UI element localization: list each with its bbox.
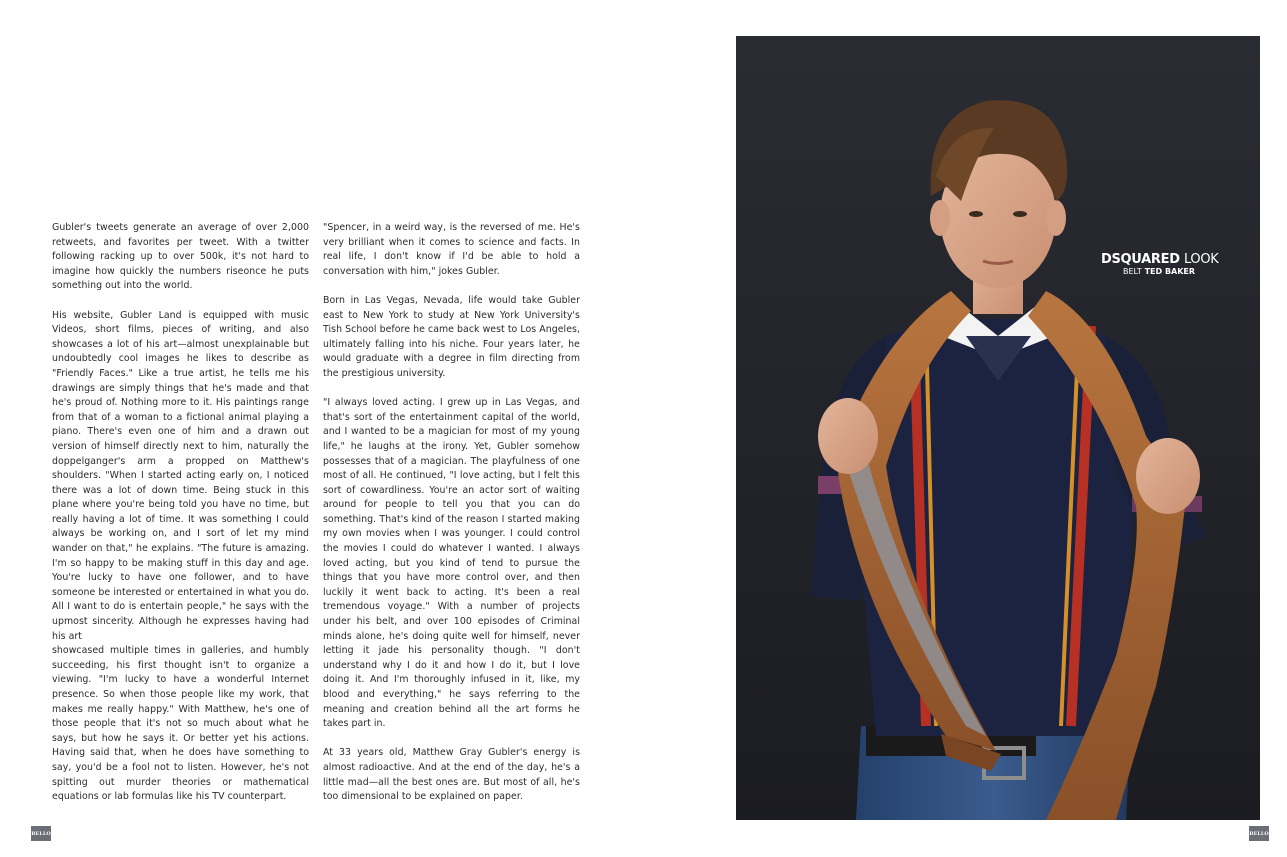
article-paragraph: His website, Gubler Land is equipped with music Videos, short films, pieces of writing, and also showcases a lot of his art—almost unexplainable but undoubtedly cool images he likes to describe as "Friendly Faces." Like a true artist, he tells me his drawings are simply things that he's made and that he's proud of. Nothing more to it. His paintings range from that of a woman to a fictional animal playing a piano. There's even one of him and a drawn out version of himself directly next to him, naturally the doppelganger's arm a propped on Matthew's shoulders. "When I started acting early on, I noticed there was a lot of down time. Being stuck in this plane where you're being told you have no time, but really having a lot of time. It was something I could always be working on, and I sort of let my mind wander on that," he explains. "The future is amazing. I'm so happy to be making stuff in this day and age. You're lucky to have one follower, and to have someone be interested or entertained in what you do. All I want to do is entertain people," he says with the upmost sincerity. Although he expresses having had his art: [52, 309, 309, 642]
belt-label: BELT: [1123, 267, 1142, 276]
article-paragraph: At 33 years old, Matthew Gray Gubler's energy is almost radioactive. And at the end of the day, he's a little mad—all the best ones are. But most of all, he's too dimensional to be explained on paper.: [323, 747, 580, 803]
article-paragraph: Gubler's tweets generate an average of over 2,000 retweets, and favorites per tweet. With a twitter following racking up to over 500k, it's not hard to imagine how quickly the numbers riseonce he puts something out into the world.: [52, 222, 309, 292]
portrait-illustration: [736, 36, 1260, 820]
article-column-left: [52, 221, 309, 819]
belt-credit: [1123, 267, 1241, 276]
article-paragraph: showcased multiple times in galleries, and humbly succeeding, his first thought isn't to organize a viewing. "I'm lucky to have a wonderful Internet presence. So when those people like my work, that makes me really happy." With Matthew, he's one of those people that it's not so much about what he says, but how he says it. Or better yet his actions. Having said that, when he does have something to say, you'd be a fool not to listen. However, he's not spitting out murder theories or mathematical equations or lab formulas like his TV counterpart.: [52, 645, 309, 803]
look-label: LOOK: [1183, 252, 1219, 267]
fashion-credit-caption: [1101, 252, 1241, 276]
article-paragraph: "Spencer, in a weird way, is the reversed of me. He's very brilliant when it comes to science and facts. In real life, I don't know if I'd be able to hold a conversation with him," jokes Gubler.: [323, 222, 580, 277]
look-brand: DSQUARED: [1101, 252, 1180, 267]
portrait-photo: [736, 36, 1260, 820]
folio-logo-left: BELLO: [31, 826, 51, 841]
folio-logo-right: BELLO: [1249, 826, 1269, 841]
article-column-middle: [323, 221, 580, 819]
belt-brand: TED BAKER: [1144, 267, 1196, 276]
look-credit: [1101, 252, 1241, 267]
article-paragraph: Born in Las Vegas, Nevada, life would take Gubler east to New York to study at New York University's Tish School before he came back west to Los Angeles, ultimately falling into his niche. Four years later, he would graduate with a degree in film directing from the prestigious university.: [323, 294, 580, 379]
article-paragraph: "I always loved acting. I grew up in Las Vegas, and that's sort of the entertainment capital of the world, and I wanted to be a magician for most of my young life," he laughs at the irony. Yet, Gubler somehow possesses that of a magician. The playfulness of one most of all. He continued, "I love acting, but I felt this sort of cowardliness. You're an actor sort of waiting around for people to tell you that you can do something. That's kind of the reason I started making my own movies when I was younger. I could control the movies I could do whatever I wanted. I always loved acting, but you kind of tend to pursue the things that you have more control over, and then luckily it went back to acting. It's been a real tremendous voyage." With a number of projects under his belt, and over 100 episodes of Criminal minds alone, he's doing quite well for himself, never letting it jade his personality though. "I don't understand why I do it and how I do it, but I love doing it. And I'm thoroughly infused in it, like, my blood and everything," he says referring to the meaning and creation behind all the art forms he takes part in.: [323, 397, 580, 730]
